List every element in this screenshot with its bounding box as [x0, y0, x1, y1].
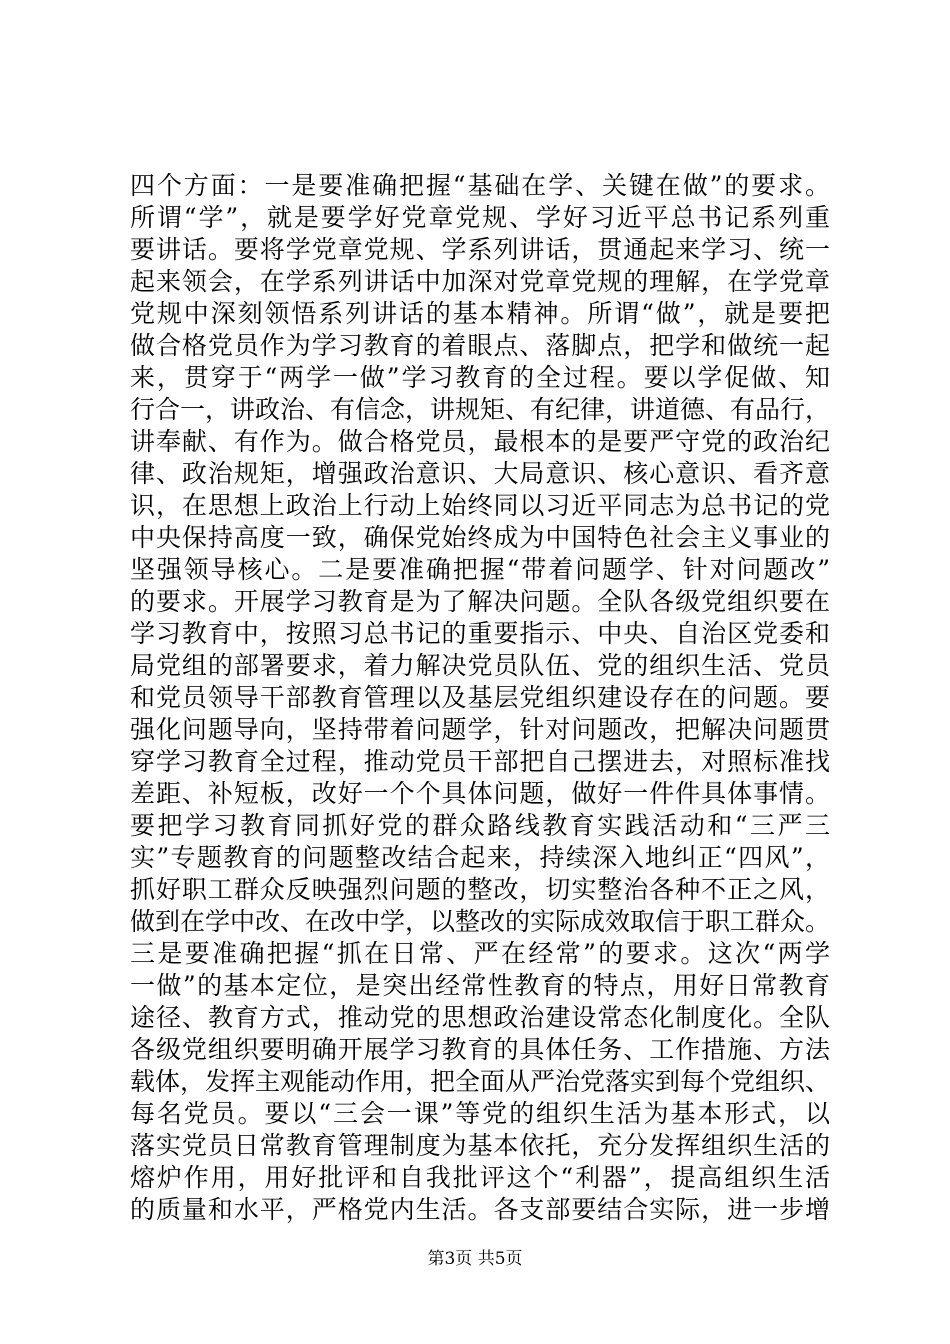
text-line: 四个方面：一是要准确把握“基础在学、关键在做”的要求。 [130, 171, 830, 200]
text-line: 所谓“学”，就是要学好党章党规、学好习近平总书记系列重 [130, 203, 830, 232]
text-line: 的质量和水平，严格党内生活。各支部要结合实际，进一步增 [130, 1195, 830, 1224]
text-line: 起来领会，在学系列讲话中加深对党章党规的理解，在学党章 [130, 267, 830, 296]
text-line: 来，贯穿于“两学一做”学习教育的全过程。要以学促做、知 [130, 363, 830, 392]
text-line: 和党员领导干部教育管理以及基层党组织建设存在的问题。要 [130, 683, 830, 712]
text-line: 每名党员。要以“三会一课”等党的组织生活为基本形式，以 [130, 1099, 830, 1128]
text-line: 中央保持高度一致，确保党始终成为中国特色社会主义事业的 [130, 523, 830, 552]
text-line: 律、政治规矩，增强政治意识、大局意识、核心意识、看齐意 [130, 459, 830, 488]
text-line: 实”专题教育的问题整改结合起来，持续深入地纠正“四风”， [130, 843, 830, 872]
text-line: 差距、补短板，改好一个个具体问题，做好一件件具体事情。 [130, 779, 830, 808]
text-line: 做合格党员作为学习教育的着眼点、落脚点，把学和做统一起 [130, 331, 830, 360]
text-line: 熔炉作用，用好批评和自我批评这个“利器”，提高组织生活 [130, 1163, 830, 1192]
text-line: 讲奉献、有作为。做合格党员，最根本的是要严守党的政治纪 [130, 427, 830, 456]
text-line: 要把学习教育同抓好党的群众路线教育实践活动和“三严三 [130, 811, 830, 840]
text-line: 抓好职工群众反映强烈问题的整改，切实整治各种不正之风， [130, 875, 830, 904]
text-line: 识，在思想上政治上行动上始终同以习近平同志为总书记的党 [130, 491, 830, 520]
text-line: 党规中深刻领悟系列讲话的基本精神。所谓“做”，就是要把 [130, 299, 830, 328]
text-line: 要讲话。要将学党章党规、学系列讲话，贯通起来学习、统一 [130, 235, 830, 264]
text-line: 一做”的基本定位，是突出经常性教育的特点，用好日常教育 [130, 971, 830, 1000]
text-line: 坚强领导核心。二是要准确把握“带着问题学、针对问题改” [130, 555, 830, 584]
text-line: 落实党员日常教育管理制度为基本依托，充分发挥组织生活的 [130, 1131, 830, 1160]
text-line: 强化问题导向，坚持带着问题学，针对问题改，把解决问题贯 [130, 715, 830, 744]
text-line: 行合一，讲政治、有信念，讲规矩、有纪律，讲道德、有品行， [130, 395, 831, 424]
text-line: 三是要准确把握“抓在日常、严在经常”的要求。这次“两学 [130, 939, 830, 968]
page-number-footer: 第3页 共5页 [427, 1249, 523, 1269]
text-line: 的要求。开展学习教育是为了解决问题。全队各级党组织要在 [130, 587, 830, 616]
text-line: 局党组的部署要求，着力解决党员队伍、党的组织生活、党员 [130, 651, 830, 680]
body-text [130, 170, 830, 1226]
text-line: 各级党组织要明确开展学习教育的具体任务、工作措施、方法 [130, 1035, 830, 1064]
text-line: 途径、教育方式，推动党的思想政治建设常态化制度化。全队 [130, 1003, 830, 1032]
text-line: 做到在学中改、在改中学，以整改的实际成效取信于职工群众。 [130, 907, 831, 936]
text-line: 学习教育中，按照习总书记的重要指示、中央、自治区党委和 [130, 619, 830, 648]
text-line: 穿学习教育全过程，推动党员干部把自己摆进去，对照标准找 [130, 747, 830, 776]
text-line: 载体，发挥主观能动作用，把全面从严治党落实到每个党组织、 [130, 1067, 831, 1096]
